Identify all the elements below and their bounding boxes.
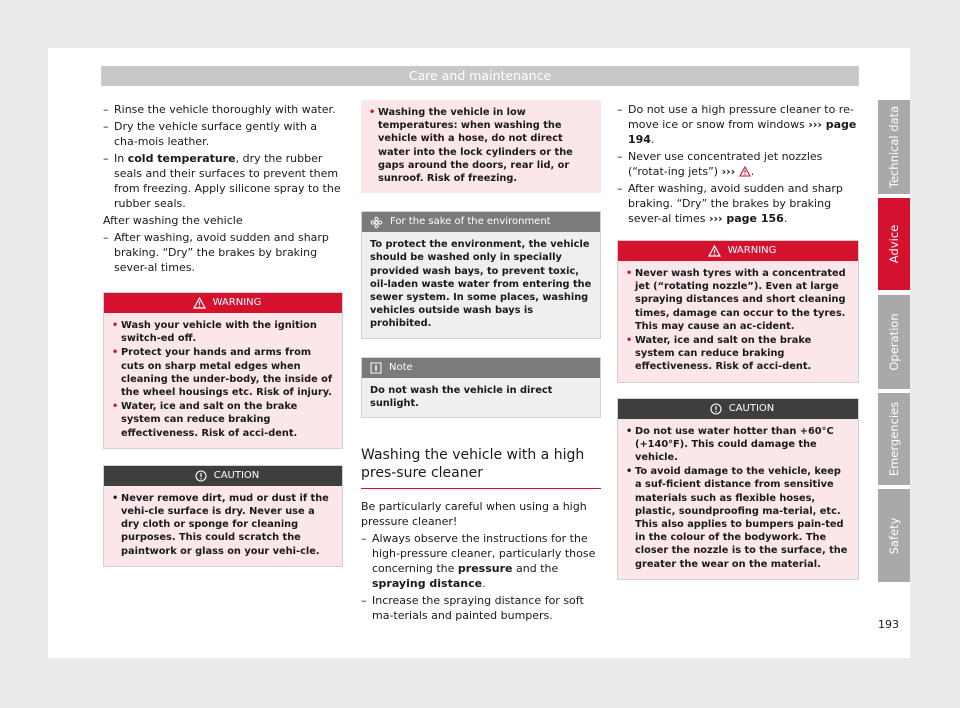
bold-term: cold temperature <box>127 152 236 165</box>
continued-body <box>361 100 601 193</box>
warning-item: • Never wash tyres with a concentrated jet (“rotating nozzle”). Even at large spraying distances and short cleaning times, damage can occur to the tyres. This may cause an ac-cident. <box>626 267 850 333</box>
text: After washing, avoid sudden and sharp braking. “Dry” the brakes by braking sever-al times <box>628 182 843 225</box>
tab-emergencies[interactable] <box>878 393 910 485</box>
page-number: 193 <box>878 618 899 631</box>
list-item: – After washing, avoid sudden and sharp braking. “Dry” the brakes by braking sever-al times. <box>103 230 343 275</box>
caution-icon <box>710 403 722 415</box>
caution-body <box>618 419 858 579</box>
warning-item: • Water, ice and salt on the brake system can reduce braking effectiveness. Risk of acci-dent. <box>626 334 850 374</box>
text: and the <box>512 562 559 576</box>
list-item: – Increase the spraying distance for soft ma-terials and painted bumpers. <box>361 593 601 623</box>
warning-item: • Water, ice and salt on the brake system can reduce braking effectiveness. Risk of acci-dent. <box>112 400 334 440</box>
note-body: Do not wash the vehicle in direct sunlight. <box>362 378 600 417</box>
subheading: After washing the vehicle <box>103 214 243 227</box>
warning-label: WARNING <box>212 297 262 308</box>
warning-header <box>618 241 858 261</box>
text: . <box>783 212 788 225</box>
warning-item: • Protect your hands and arms from cuts on sharp metal edges when cleaning the under-body, the inside of the wheel housings etc. Risk of injury. <box>112 346 334 399</box>
caution-icon <box>195 470 207 482</box>
warning-header <box>104 293 342 313</box>
page-link[interactable]: ››› page 194 <box>628 118 857 146</box>
intro-text: Be particularly careful when using a high pressure cleaner! <box>361 500 587 529</box>
warning-item: • Washing the vehicle in low temperatures: when washing the vehicle with a hose, do not direct water into the lock cylinders or the gaps around the doors, rear lid, or sunroof. Risk of freezing. <box>369 106 593 185</box>
tab-label: Technical data <box>887 105 901 189</box>
text: Never use concentrated jet nozzles (“rotat-ing jets”) <box>628 150 823 178</box>
column-1 <box>103 102 343 567</box>
warning-label: WARNING <box>727 245 777 256</box>
caution-header <box>104 466 342 486</box>
tab-label: Safety <box>887 517 901 554</box>
text: Do not use a high pressure cleaner to re-move ice or snow from windows <box>628 103 854 131</box>
caution-label: CAUTION <box>728 402 775 414</box>
list-item <box>103 151 343 211</box>
warning-icon <box>739 166 751 177</box>
environment-box <box>361 211 601 338</box>
page-link[interactable]: ››› <box>721 165 736 178</box>
caution-body <box>104 486 342 566</box>
list-item <box>617 181 859 226</box>
warning-body <box>618 261 858 382</box>
tab-operation[interactable] <box>878 295 910 389</box>
list-item: – Dry the vehicle surface gently with a cha-mois leather. <box>103 119 343 149</box>
environment-body: To protect the environment, the vehicle should be washed only in specially provided wash bays, to prevent toxic, oil-laden waste water from entering the sewer system. In some places, washing vehicles outside wash bays is prohibited. <box>362 232 600 337</box>
bold-term: pressure <box>457 562 513 576</box>
list-item <box>617 149 859 179</box>
text: In <box>114 152 128 165</box>
caution-item: • Never remove dirt, mud or dust if the vehi-cle surface is dry. Never use a dry cloth or sponge for cleaning purposes. This could scratch the paintwork or glass on your vehi-cle. <box>112 492 334 558</box>
caution-box <box>103 465 343 567</box>
warning-item: • Wash your vehicle with the ignition switch-ed off. <box>112 319 334 345</box>
page-header: Care and maintenance <box>101 66 859 86</box>
caution-label: CAUTION <box>213 469 260 481</box>
tab-technical-data[interactable] <box>878 100 910 194</box>
list-item <box>617 102 859 147</box>
list-item: – Rinse the vehicle thoroughly with water. <box>103 102 343 117</box>
continued-box <box>361 100 601 193</box>
column-2 <box>361 100 601 625</box>
tab-label: Advice <box>887 224 901 264</box>
tab-label: Operation <box>887 313 901 371</box>
page-link[interactable]: ››› page 156 <box>708 212 784 225</box>
tab-safety[interactable] <box>878 489 910 582</box>
warning-icon <box>193 297 206 309</box>
column-3 <box>617 102 859 580</box>
text: . <box>750 165 755 178</box>
text: . <box>482 577 486 591</box>
note-label: Note <box>389 361 413 373</box>
caution-header <box>618 399 858 419</box>
warning-box <box>103 292 343 449</box>
flower-icon <box>370 216 383 229</box>
environment-label: For the sake of the environment <box>390 216 551 228</box>
text: , dry the rubber seals and their surfaces to prevent them from freezing. Apply silicone spray to the rubber seals. <box>114 152 341 210</box>
environment-header <box>362 212 600 232</box>
note-header <box>362 358 600 378</box>
tab-label: Emergencies <box>887 401 901 477</box>
warning-box <box>617 240 859 383</box>
note-box <box>361 357 601 418</box>
list-item <box>361 531 601 591</box>
bold-term: spraying distance <box>372 577 483 591</box>
section-title: Washing the vehicle with a high pres-sure cleaner <box>361 446 601 489</box>
warning-icon <box>708 245 721 257</box>
note-icon <box>370 362 382 374</box>
caution-item: • Do not use water hotter than +60°C (+140°F). This could damage the vehicle. <box>626 425 850 465</box>
text: Always observe the instructions for the high-pressure cleaner, particularly those concerning the <box>372 532 596 576</box>
caution-item: • To avoid damage to the vehicle, keep a suf-ficient distance from sensitive materials such as flexible hoses, plastic, soundproofing ma-terial, etc. This also applies to bumpers pain-ted in the colour of the bodywork. The closer the nozzle is to the surface, the greater the wear on the material. <box>626 465 850 571</box>
caution-box <box>617 398 859 580</box>
text: . <box>650 133 655 146</box>
tab-advice[interactable] <box>878 198 910 290</box>
warning-body <box>104 313 342 448</box>
